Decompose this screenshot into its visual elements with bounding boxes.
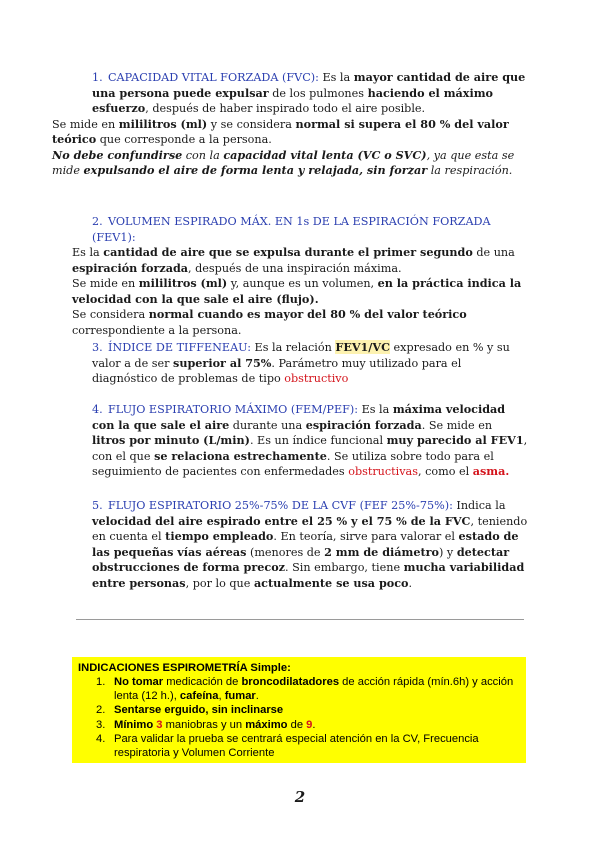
page-number: 2 bbox=[294, 788, 306, 806]
red-number: 9 bbox=[306, 718, 313, 731]
section-heading: ÍNDICE DE TIFFENEAU: bbox=[108, 341, 251, 354]
section-number: 3. bbox=[92, 341, 103, 354]
list-item: 4. Para validar la prueba se centrará especial atención en la CV, Frecuencia respiratoria y Volumen Corriente bbox=[96, 732, 479, 760]
section-tiffeneau-paragraph: 3. ÍNDICE DE TIFFENEAU: Es la relación FEV1/VC expresado en % y su valor a de ser superior al 75%. Parámetro muy utilizado para el diagnóstico de problemas de tipo obstructivo bbox=[92, 340, 510, 385]
indications-box bbox=[72, 657, 526, 763]
list-item: 3. Mínimo 3 maniobras y un máximo de 9. bbox=[96, 718, 316, 731]
section-heading: CAPACIDAD VITAL FORZADA (FVC): bbox=[108, 71, 319, 84]
section-fvc-paragraph: 1. CAPACIDAD VITAL FORZADA (FVC): Es la mayor cantidad de aire que una persona puede expulsar de los pulmones haciendo el máximo esfuerzo, después de haber inspirado todo el aire posible. bbox=[92, 70, 526, 115]
section-number: 2. bbox=[92, 215, 103, 228]
section-fef bbox=[72, 498, 528, 591]
section-heading: FLUJO ESPIRATORIO MÁXIMO (FEM/PEF): bbox=[108, 403, 359, 416]
section-number: 4. bbox=[92, 403, 103, 416]
red-term: obstructivo bbox=[284, 372, 349, 385]
fvc-note-paragraph: No debe confundirse con la capacidad vital lenta (VC o SVC), ya que esta se mide expulsando el aire de forma lenta y relajada, sin forzar la respiración. bbox=[52, 147, 515, 177]
section-fef-paragraph: 5. FLUJO ESPIRATORIO 25%-75% DE LA CVF (FEF 25%-75%): Indica la velocidad del aire espirado entre el 25 % y el 75 % de la FVC, teniendo en cuenta el tiempo empleado. En teoría, sirve para valorar el estado de las pequeñas vías aéreas (menores de 2 mm de diámetro) y detectar obstrucciones de forma precoz. Sin embargo, tiene mucha variabilidad entre personas, por lo que actualmente se usa poco. bbox=[92, 499, 528, 590]
section-fem-pef bbox=[72, 402, 528, 480]
section-number: 1. bbox=[92, 71, 103, 84]
fev1-measure-paragraph: Se mide en mililitros (ml) y, aunque es un volumen, en la práctica indica la velocidad con la que sale el aire (flujo). bbox=[72, 276, 522, 306]
list-item: 1. No tomar medicación de broncodilatadores de acción rápida (mín.6h) y acción lenta (12 h.), cafeína, fumar. bbox=[96, 676, 514, 703]
section-heading: FLUJO ESPIRATORIO 25%-75% DE LA CVF (FEF 25%-75%): bbox=[108, 499, 453, 512]
indications-title: INDICACIONES ESPIROMETRÍA Simple: bbox=[78, 662, 291, 674]
section-heading: VOLUMEN ESPIRADO MÁX. EN 1s DE LA ESPIRACIÓN FORZADA (FEV1): bbox=[92, 215, 491, 244]
section-number: 5. bbox=[92, 499, 103, 512]
horizontal-divider bbox=[76, 619, 524, 620]
red-term: asma. bbox=[472, 464, 510, 478]
list-item: 2. Sentarse erguido, sin inclinarse bbox=[96, 704, 284, 717]
fvc-measure-paragraph: Se mide en mililitros (ml) y se considera normal si supera el 80 % del valor teórico que corresponde a la persona. bbox=[52, 116, 509, 146]
section-fvc bbox=[52, 70, 528, 179]
fev1-definition-paragraph: Es la cantidad de aire que se expulsa durante el primer segundo de una espiración forzada, después de una inspiración máxima. bbox=[72, 245, 515, 275]
section-fev1-heading-line bbox=[72, 214, 528, 245]
red-number: 3 bbox=[156, 718, 163, 731]
section-tiffeneau bbox=[72, 340, 528, 387]
indications-list bbox=[78, 675, 520, 760]
red-term: obstructivas bbox=[348, 465, 418, 478]
highlighted-term: FEV1/VC bbox=[335, 340, 390, 354]
section-fev1 bbox=[72, 214, 528, 338]
fev1-normal-paragraph: Se considera normal cuando es mayor del 80 % del valor teórico correspondiente a la persona. bbox=[72, 307, 467, 337]
section-fem-pef-paragraph: 4. FLUJO ESPIRATORIO MÁXIMO (FEM/PEF): Es la máxima velocidad con la que sale el aire durante una espiración forzada. Se mide en litros por minuto (L/min). Es un índice funcional muy parecido al FEV1, con el que se relaciona estrechamente. Se utiliza sobre todo para el seguimiento de pacientes con enfermedades obstructivas, como el asma. bbox=[92, 402, 528, 478]
